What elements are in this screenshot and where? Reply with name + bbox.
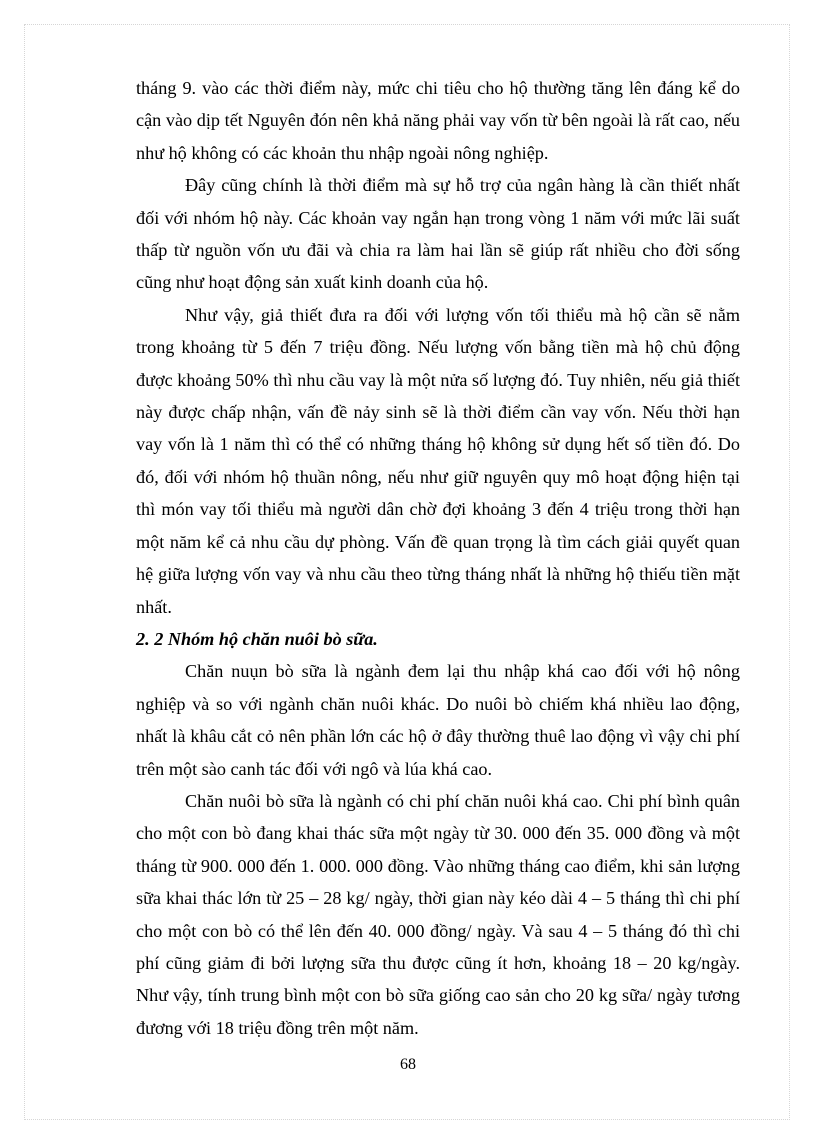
paragraph-2: Đây cũng chính là thời điểm mà sự hỗ trợ của ngân hàng là cần thiết nhất đối với nhóm hộ này. Các khoản vay ngắn hạn trong vòng 1 năm với mức lãi suất thấp từ nguồn vốn ưu đãi và chia ra làm hai lần sẽ giúp rất nhiều cho đời sống cũng như hoạt động sản xuất kinh doanh của hộ. xyxy=(136,175,740,293)
paragraph-5: Chăn nuôi bò sữa là ngành có chi phí chăn nuôi khá cao. Chi phí bình quân cho một con bò đang khai thác sữa một ngày từ 30. 000 đến 35. 000 đồng và một tháng từ 900. 000 đến 1. 000. 000 đồng. Vào những tháng cao điểm, khi sản lượng sữa khai thác lớn từ 25 – 28 kg/ ngày, thời gian này kéo dài 4 – 5 tháng thì chi phí cho một con bò có thể lên đến 40. 000 đồng/ ngày. Và sau 4 – 5 tháng đó thì chi phí cũng giảm đi bởi lượng sữa thu được cũng ít hơn, khoảng 18 – 20 kg/ngày. Như vậy, tính trung bình một con bò sữa giống cao sản cho 20 kg sữa/ ngày tương đương với 18 triệu đồng trên một năm. xyxy=(136,790,740,1038)
paragraph-1: tháng 9. vào các thời điểm này, mức chi tiêu cho hộ thường tăng lên đáng kể do cận vào dịp tết Nguyên đón nên khả năng phải vay vốn từ bên ngoài là rất cao, nếu như hộ không có các khoản thu nhập ngoài nông nghiệp. xyxy=(136,78,740,163)
page-number: 68 xyxy=(400,1056,416,1073)
document-body xyxy=(136,72,740,1044)
paragraph-3: Như vậy, giả thiết đưa ra đối với lượng vốn tối thiểu mà hộ cần sẽ nằm trong khoảng từ 5 đến 7 triệu đồng. Nếu lượng vốn bằng tiền mà hộ chủ động được khoảng 50% thì nhu cầu vay là một nửa số lượng đó. Tuy nhiên, nếu giả thiết này được chấp nhận, vấn đề nảy sinh sẽ là thời điểm cần vay vốn. Nếu thời hạn vay vốn là 1 năm thì có thể có những tháng hộ không sử dụng hết số tiền đó. Do đó, đối với nhóm hộ thuần nông, nếu như giữ nguyên quy mô hoạt động hiện tại thì món vay tối thiểu mà người dân chờ đợi khoảng 3 đến 4 triệu trong thời hạn một năm kể cả nhu cầu dự phòng. Vấn đề quan trọng là tìm cách giải quyết quan hệ giữa lượng vốn vay và nhu cầu theo từng tháng nhất là những hộ thiếu tiền mặt nhất. xyxy=(136,304,740,617)
paragraph-4: Chăn nuụn bò sữa là ngành đem lại thu nhập khá cao đối với hộ nông nghiệp và so với ngành chăn nuôi khác. Do nuôi bò chiếm khá nhiều lao động, nhất là khâu cắt cỏ nên phần lớn các hộ ở đây thường thuê lao động vì vậy chi phí trên một sào canh tác đối với ngô và lúa khá cao. xyxy=(136,661,740,779)
section-heading: 2. 2 Nhóm hộ chăn nuôi bò sữa. xyxy=(136,628,378,649)
